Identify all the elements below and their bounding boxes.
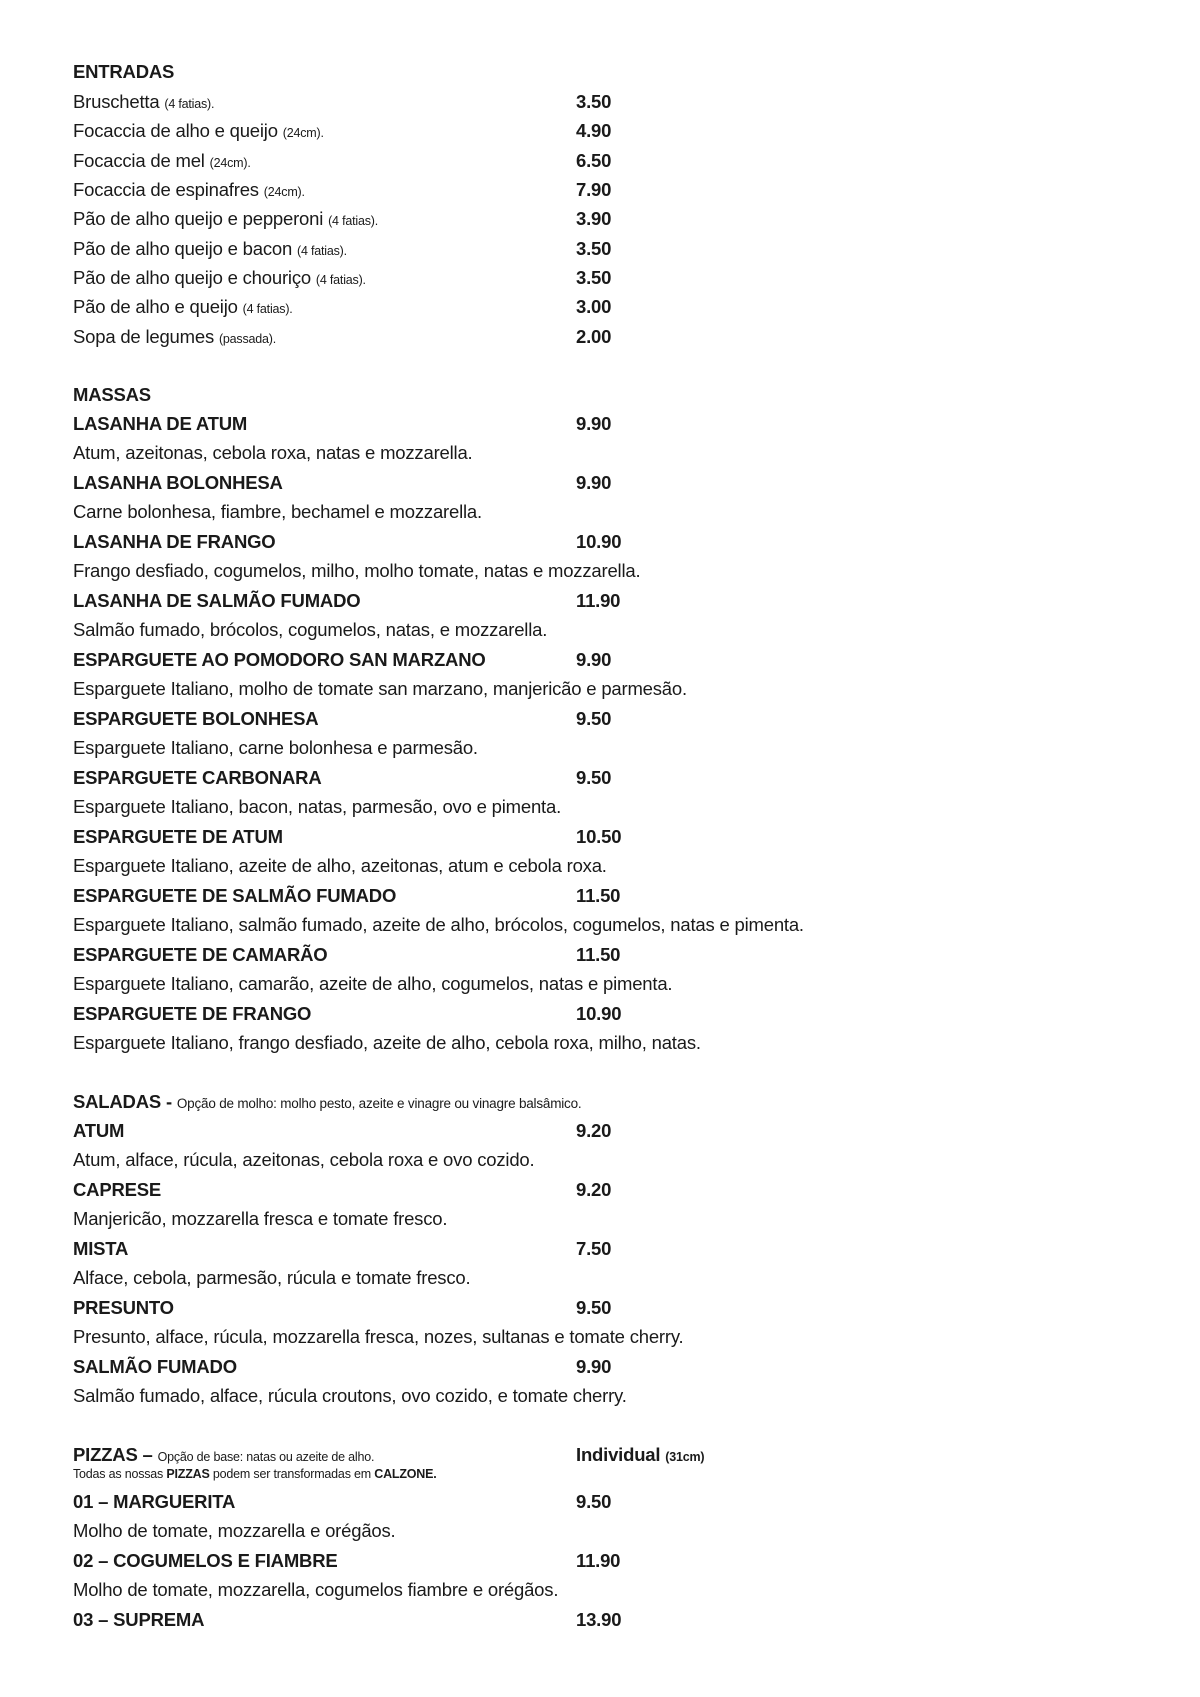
item-price: 9.90 xyxy=(576,413,612,434)
size-column-header xyxy=(576,1441,704,1468)
item-name: 03 – SUPREMA xyxy=(73,1609,205,1630)
item-price: 11.90 xyxy=(576,1550,621,1571)
item-note: (passada). xyxy=(218,332,277,346)
item-price: 9.50 xyxy=(576,1297,612,1318)
item-price: 9.50 xyxy=(576,1491,612,1512)
item-price: 7.50 xyxy=(576,1238,612,1259)
item-name: ESPARGUETE DE CAMARÃO xyxy=(73,944,328,965)
item-name: LASANHA BOLONHESA xyxy=(73,472,283,493)
item-name: Bruschetta xyxy=(73,91,160,112)
item-description: Molho de tomate, mozzarella, cogumelos fiambre e orégãos. xyxy=(73,1579,559,1600)
item-price: 2.00 xyxy=(576,326,612,347)
item-name: Pão de alho queijo e pepperoni xyxy=(73,208,324,229)
item-price: 11.50 xyxy=(576,885,621,906)
item-price: 13.90 xyxy=(576,1609,622,1630)
section-title-massas: MASSAS xyxy=(73,384,151,405)
item-description: Esparguete Italiano, molho de tomate san marzano, manjericão e parmesão. xyxy=(73,678,687,699)
item-price: 11.50 xyxy=(576,944,621,965)
item-price: 9.90 xyxy=(576,472,612,493)
item-name: 01 – MARGUERITA xyxy=(73,1491,236,1512)
item-name: LASANHA DE ATUM xyxy=(73,413,248,434)
item-description: Atum, alface, rúcula, azeitonas, cebola roxa e ovo cozido. xyxy=(73,1149,535,1170)
item-description: Frango desfiado, cogumelos, milho, molho tomate, natas e mozzarella. xyxy=(73,560,641,581)
item-description: Esparguete Italiano, frango desfiado, azeite de alho, cebola roxa, milho, natas. xyxy=(73,1032,701,1053)
section-subtitle: Opção de base: natas ou azeite de alho. xyxy=(157,1450,375,1464)
menu-item xyxy=(73,264,366,291)
size-note: (31cm) xyxy=(665,1450,705,1464)
menu-item xyxy=(73,235,347,262)
item-price: 9.20 xyxy=(576,1120,612,1141)
item-description: Presunto, alface, rúcula, mozzarella fresca, nozes, sultanas e tomate cherry. xyxy=(73,1326,684,1347)
item-name: Sopa de legumes xyxy=(73,326,214,347)
menu-item xyxy=(73,323,276,350)
menu-item xyxy=(73,147,251,174)
item-name: Focaccia de alho e queijo xyxy=(73,120,278,141)
item-name: ESPARGUETE DE FRANGO xyxy=(73,1003,312,1024)
item-name: SALMÃO FUMADO xyxy=(73,1356,237,1377)
calzone-note-text: podem ser transformadas em xyxy=(209,1467,375,1481)
calzone-note-pizzas: PIZZAS xyxy=(166,1467,210,1481)
item-name: PRESUNTO xyxy=(73,1297,174,1318)
item-description: Esparguete Italiano, bacon, natas, parmesão, ovo e pimenta. xyxy=(73,796,562,817)
item-note: (4 fatias). xyxy=(164,97,215,111)
item-price: 3.50 xyxy=(576,267,612,288)
item-price: 9.20 xyxy=(576,1179,612,1200)
item-name: Pão de alho e queijo xyxy=(73,296,238,317)
item-description: Esparguete Italiano, azeite de alho, azeitonas, atum e cebola roxa. xyxy=(73,855,607,876)
item-description: Alface, cebola, parmesão, rúcula e tomate fresco. xyxy=(73,1267,471,1288)
menu-item xyxy=(73,117,324,144)
item-note: (4 fatias). xyxy=(297,244,347,258)
item-name: ESPARGUETE AO POMODORO SAN MARZANO xyxy=(73,649,486,670)
item-price: 9.50 xyxy=(576,708,612,729)
item-price: 9.50 xyxy=(576,767,612,788)
item-description: Manjericão, mozzarella fresca e tomate fresco. xyxy=(73,1208,448,1229)
item-note: (4 fatias). xyxy=(328,214,378,228)
item-price: 9.90 xyxy=(576,1356,612,1377)
item-description: Esparguete Italiano, carne bolonhesa e parmesão. xyxy=(73,737,478,758)
item-note: (24cm). xyxy=(263,185,305,199)
item-name: MISTA xyxy=(73,1238,129,1259)
section-title-entradas: ENTRADAS xyxy=(73,61,175,82)
menu-item xyxy=(73,205,378,232)
item-price: 10.90 xyxy=(576,531,622,552)
item-price: 11.90 xyxy=(576,590,621,611)
item-price: 3.50 xyxy=(576,91,612,112)
item-name: ESPARGUETE CARBONARA xyxy=(73,767,322,788)
item-name: ESPARGUETE DE ATUM xyxy=(73,826,283,847)
section-title-pizzas: PIZZAS – xyxy=(73,1444,153,1465)
item-price: 7.90 xyxy=(576,179,612,200)
size-label: Individual xyxy=(576,1444,661,1465)
item-description: Carne bolonhesa, fiambre, bechamel e mozzarella. xyxy=(73,501,482,522)
item-name: ESPARGUETE DE SALMÃO FUMADO xyxy=(73,885,397,906)
calzone-note-text: Todas as nossas xyxy=(73,1467,167,1481)
item-price: 9.90 xyxy=(576,649,612,670)
item-price: 3.00 xyxy=(576,296,612,317)
item-name: ESPARGUETE BOLONHESA xyxy=(73,708,319,729)
item-price: 10.90 xyxy=(576,1003,622,1024)
item-price: 10.50 xyxy=(576,826,622,847)
item-note: (24cm). xyxy=(282,126,324,140)
menu-item xyxy=(73,88,214,115)
item-name: Focaccia de mel xyxy=(73,150,205,171)
item-price: 4.90 xyxy=(576,120,612,141)
item-name: Focaccia de espinafres xyxy=(73,179,259,200)
item-name: 02 – COGUMELOS E FIAMBRE xyxy=(73,1550,338,1571)
item-name: Pão de alho queijo e bacon xyxy=(73,238,293,259)
item-name: LASANHA DE SALMÃO FUMADO xyxy=(73,590,361,611)
section-subtitle: Opção de molho: molho pesto, azeite e vinagre ou vinagre balsâmico. xyxy=(176,1096,582,1111)
section-title-saladas: SALADAS - xyxy=(73,1091,172,1112)
item-price: 6.50 xyxy=(576,150,612,171)
item-price: 3.50 xyxy=(576,238,612,259)
menu-item xyxy=(73,176,305,203)
item-note: (24cm). xyxy=(209,156,251,170)
item-description: Esparguete Italiano, salmão fumado, azeite de alho, brócolos, cogumelos, natas e pimenta. xyxy=(73,914,804,935)
item-name: ATUM xyxy=(73,1120,125,1141)
calzone-note xyxy=(73,1464,437,1484)
section-header-saladas xyxy=(73,1088,581,1115)
item-description: Atum, azeitonas, cebola roxa, natas e mozzarella. xyxy=(73,442,473,463)
item-note: (4 fatias). xyxy=(315,273,366,287)
item-note: (4 fatias). xyxy=(242,302,293,316)
item-description: Salmão fumado, alface, rúcula croutons, ovo cozido, e tomate cherry. xyxy=(73,1385,627,1406)
item-price: 3.90 xyxy=(576,208,612,229)
item-description: Salmão fumado, brócolos, cogumelos, natas, e mozzarella. xyxy=(73,619,548,640)
calzone-note-calzone: CALZONE. xyxy=(374,1467,437,1481)
item-name: LASANHA DE FRANGO xyxy=(73,531,276,552)
item-description: Molho de tomate, mozzarella e orégãos. xyxy=(73,1520,396,1541)
item-name: Pão de alho queijo e chouriço xyxy=(73,267,311,288)
item-description: Esparguete Italiano, camarão, azeite de alho, cogumelos, natas e pimenta. xyxy=(73,973,673,994)
menu-item xyxy=(73,293,293,320)
item-name: CAPRESE xyxy=(73,1179,162,1200)
